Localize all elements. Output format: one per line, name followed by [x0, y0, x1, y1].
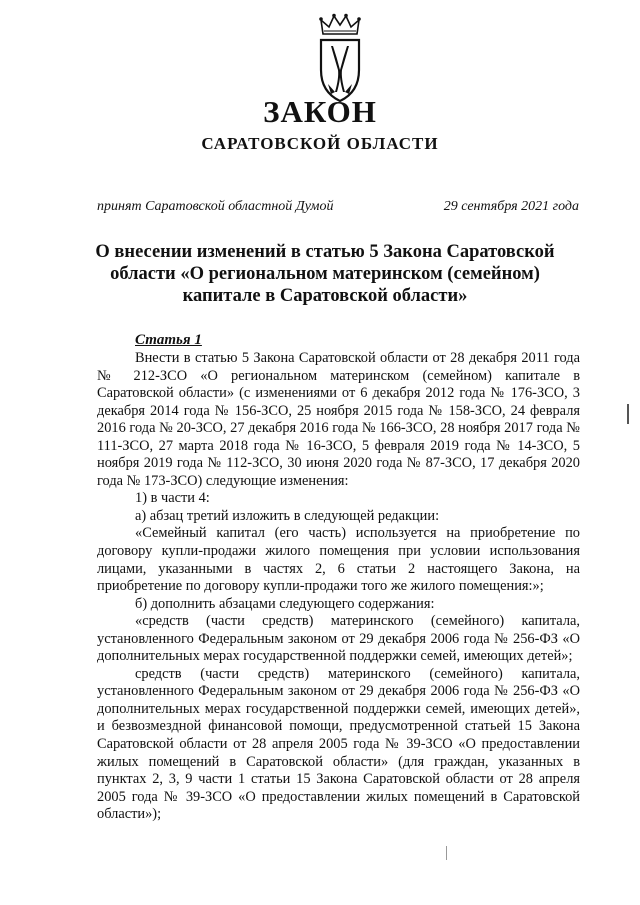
- document-title: ЗАКОН: [263, 94, 377, 129]
- adoption-date: 29 сентября 2021 года: [443, 199, 579, 214]
- document-subtitle: САРАТОВСКОЙ ОБЛАСТИ: [201, 134, 439, 153]
- law-title: О внесении изменений в статью 5 Закона Саратовской области «О региональном материнском (семейном) капитале в Саратовской области»: [95, 242, 555, 306]
- article-paragraph: 1) в части 4:: [135, 490, 210, 507]
- article-paragraph: а) абзац третий изложить в следующей редакции:: [135, 507, 440, 524]
- article-paragraph: средств (части средств) материнского (семейного) капитала, установленного Федеральным законом от 29 декабря 2006 года № 256-ФЗ «О дополнительных мерах государственной поддержки семей, имеющих детей», и безвозмездной финансовой помощи, предусмотренной статьей 15 Закона Саратовской области от 28 апреля 2005 года № 39-ЗСО «О предоставлении жилых помещений в Саратовской области» (для граждан, указанных в пунктах 2, 3, 9 части 1 статьи 15 Закона Саратовской области от 28 апреля 2005 года № 39-ЗСО «О предоставлении жилых помещений в Саратовской области»);: [97, 665, 580, 823]
- article-body: [97, 350, 580, 824]
- scan-mark: [446, 846, 447, 860]
- scan-mark: [627, 404, 629, 424]
- article-paragraph: «средств (части средств) материнского (семейного) капитала, установленного Федеральным законом от 29 декабря 2006 года № 256-ФЗ «О дополнительных мерах государственной поддержки семей, имеющих детей»;: [97, 613, 580, 665]
- article-paragraph: Внести в статью 5 Закона Саратовской области от 28 декабря 2011 года № 212-ЗСО «О региональном материнском (семейном) капитале в Саратовской области» (с изменениями от 6 декабря 2012 года № 176-ЗСО, 3 декабря 2014 года № 156-ЗСО, 25 ноября 2015 года № 158-ЗСО, 24 февраля 2016 года № 20-ЗСО, 27 декабря 2016 года № 166-ЗСО, 28 ноября 2017 года № 111-ЗСО, 27 марта 2018 года № 16-ЗСО, 5 февраля 2019 года № 14-ЗСО, 5 ноября 2019 года № 112-ЗСО, 30 июня 2020 года № 87-ЗСО, 17 декабря 2020 года № 173-ЗСО) следующие изменения:: [97, 350, 580, 489]
- article-paragraph: «Семейный капитал (его часть) используется на приобретение по договору купли-продажи жилого помещения при условии использования лицами, указанными в частях 2, 6 статьи 2 настоящего Закона, на приобретение по договору купли-продажи того же жилого помещения:»;: [97, 525, 580, 595]
- article-heading: Статья 1: [135, 332, 202, 348]
- adoption-body: принят Саратовской областной Думой: [97, 199, 334, 214]
- article-paragraph: б) дополнить абзацами следующего содержания:: [135, 595, 435, 612]
- coat-of-arms-icon: [317, 12, 363, 104]
